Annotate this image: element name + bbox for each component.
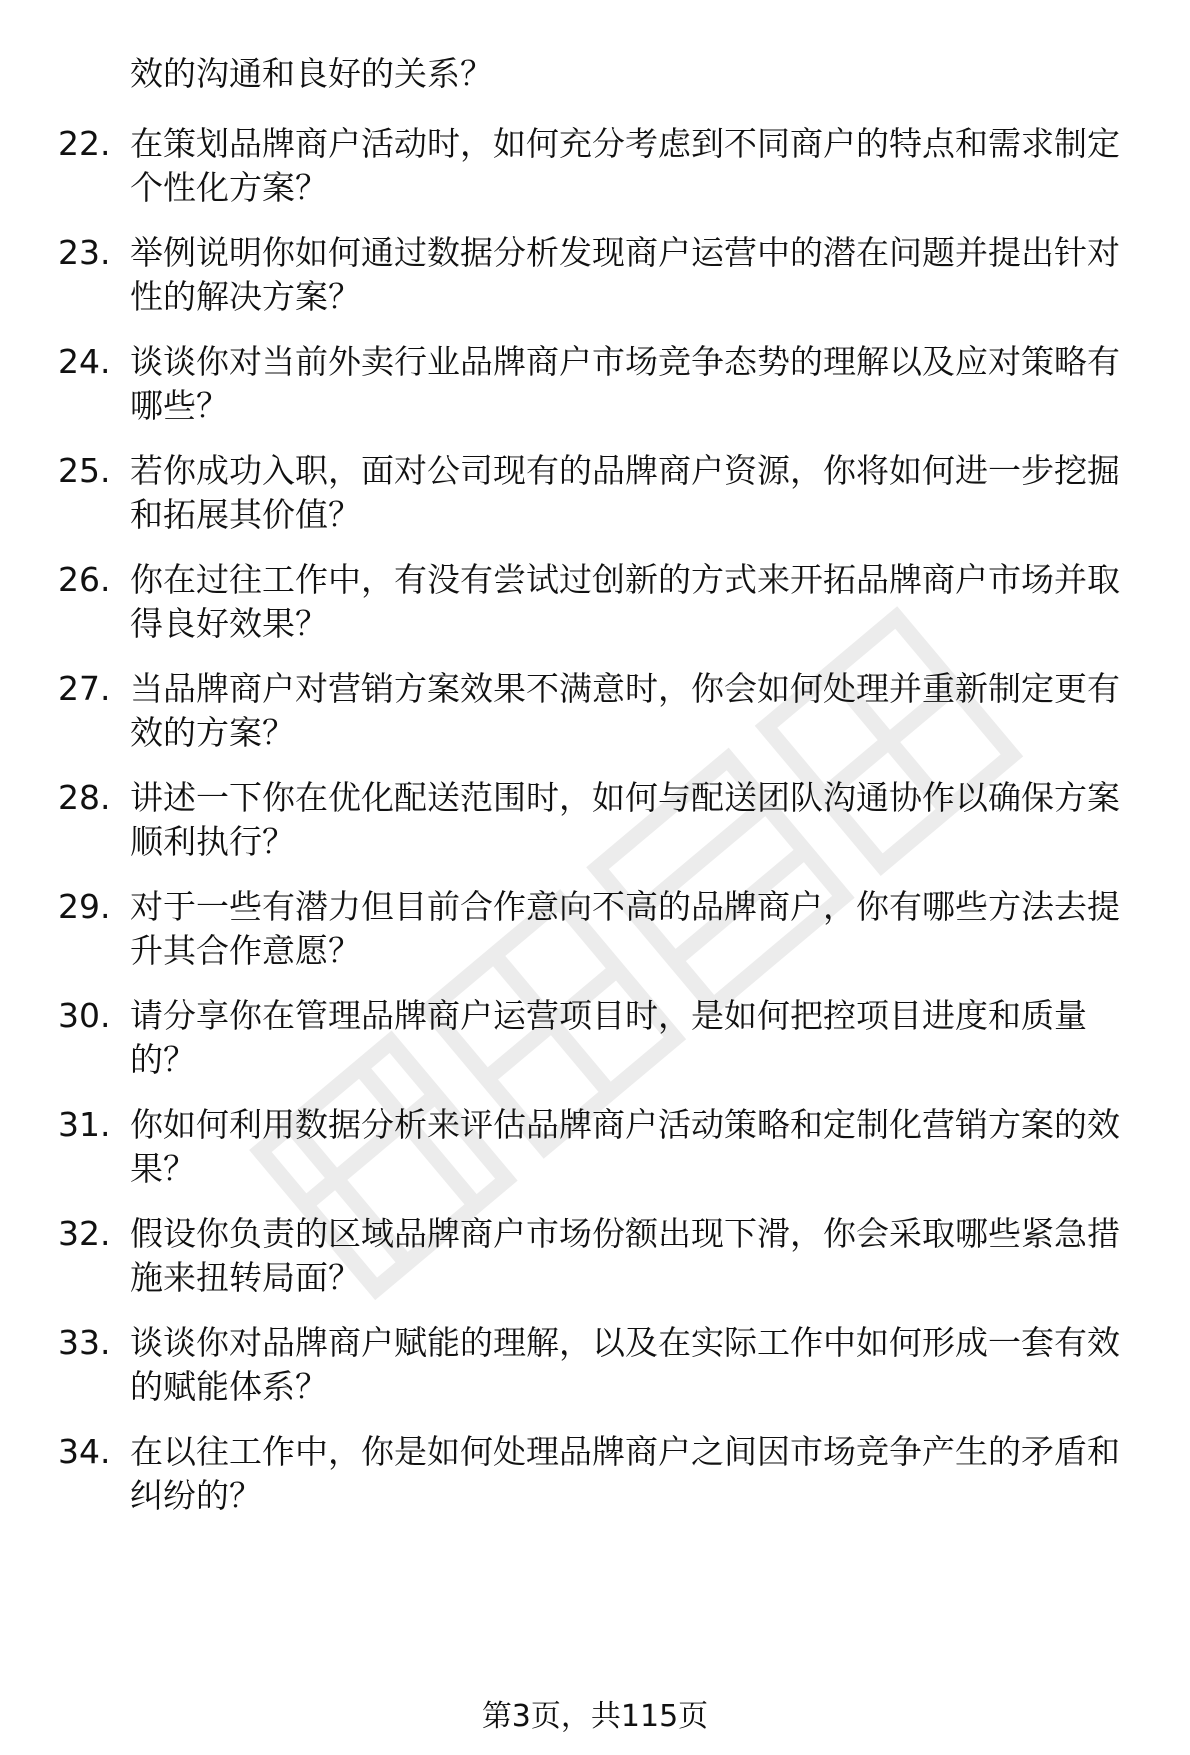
question-number: 27. xyxy=(58,669,111,708)
question-number: 33. xyxy=(58,1323,111,1362)
question-text: 请分享你在管理品牌商户运营项目时，是如何把控项目进度和质量的？ xyxy=(130,996,1087,1079)
question-text: 举例说明你如何通过数据分析发现商户运营中的潜在问题并提出针对性的解决方案？ xyxy=(130,233,1120,316)
question-item xyxy=(58,558,1148,646)
question-item xyxy=(58,1321,1148,1409)
continued-question-text: 效的沟通和良好的关系？ xyxy=(130,54,493,93)
question-number: 28. xyxy=(58,778,111,817)
question-item xyxy=(58,1430,1148,1518)
question-item xyxy=(58,885,1148,973)
question-text: 讲述一下你在优化配送范围时，如何与配送团队沟通协作以确保方案顺利执行？ xyxy=(130,778,1120,861)
question-number: 24. xyxy=(58,342,111,381)
question-item xyxy=(58,122,1148,210)
question-item xyxy=(58,776,1148,864)
question-text: 谈谈你对品牌商户赋能的理解，以及在实际工作中如何形成一套有效的赋能体系？ xyxy=(130,1323,1120,1406)
question-text: 你如何利用数据分析来评估品牌商户活动策略和定制化营销方案的效果？ xyxy=(130,1105,1120,1188)
question-number: 32. xyxy=(58,1214,111,1253)
question-number: 29. xyxy=(58,887,111,926)
question-number: 31. xyxy=(58,1105,111,1144)
question-text: 当品牌商户对营销方案效果不满意时，你会如何处理并重新制定更有效的方案？ xyxy=(130,669,1120,752)
page-number-footer: 第3页，共115页 xyxy=(481,1699,709,1734)
question-number: 23. xyxy=(58,233,111,272)
question-number: 34. xyxy=(58,1432,111,1471)
question-text: 在以往工作中，你是如何处理品牌商户之间因市场竞争产生的矛盾和纠纷的？ xyxy=(130,1432,1120,1515)
question-item xyxy=(58,231,1148,319)
question-item xyxy=(58,1212,1148,1300)
question-text: 在策划品牌商户活动时，如何充分考虑到不同商户的特点和需求制定个性化方案？ xyxy=(130,124,1120,207)
question-number: 22. xyxy=(58,124,111,163)
question-item xyxy=(58,994,1148,1082)
question-text: 谈谈你对当前外卖行业品牌商户市场竞争态势的理解以及应对策略有哪些？ xyxy=(130,342,1120,425)
question-item xyxy=(58,667,1148,755)
question-number: 30. xyxy=(58,996,111,1035)
question-text: 假设你负责的区域品牌商户市场份额出现下滑，你会采取哪些紧急措施来扭转局面？ xyxy=(130,1214,1120,1297)
question-text: 你在过往工作中，有没有尝试过创新的方式来开拓品牌商户市场并取得良好效果？ xyxy=(130,560,1120,643)
question-text: 对于一些有潜力但目前合作意向不高的品牌商户，你有哪些方法去提升其合作意愿？ xyxy=(130,887,1120,970)
question-number: 26. xyxy=(58,560,111,599)
question-item xyxy=(58,1103,1148,1191)
question-text: 若你成功入职，面对公司现有的品牌商户资源，你将如何进一步挖掘和拓展其价值？ xyxy=(130,451,1120,534)
question-number: 25. xyxy=(58,451,111,490)
question-item xyxy=(58,340,1148,428)
question-item xyxy=(58,449,1148,537)
